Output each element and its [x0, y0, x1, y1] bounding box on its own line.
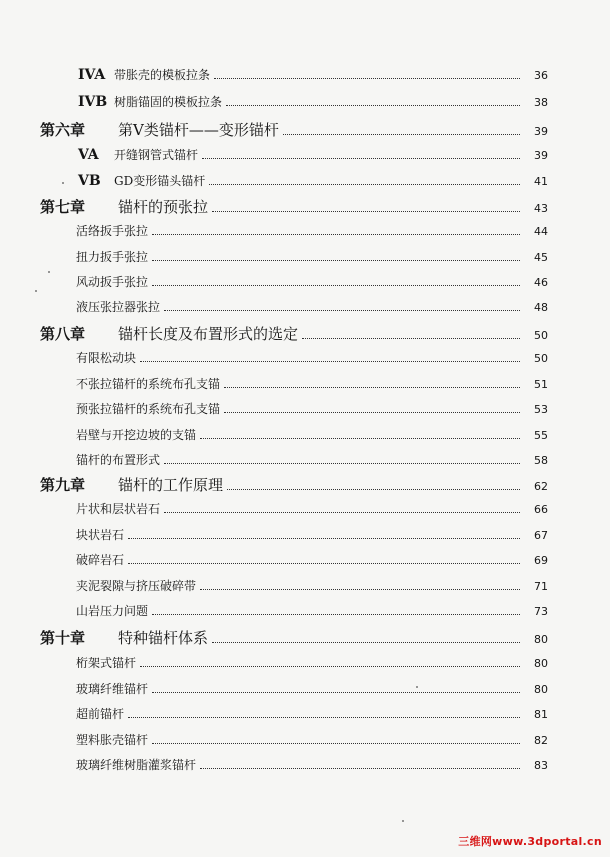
page-number: 80 — [534, 683, 548, 696]
page-number: 45 — [534, 251, 548, 264]
toc-title: 锚杆的布置形式 — [76, 453, 161, 467]
toc-title: 玻璃纤维树脂灌浆锚杆 — [76, 758, 197, 772]
toc-title: 第Ⅴ类锚杆——变形锚杆 — [118, 121, 279, 139]
page-number: 39 — [534, 125, 548, 138]
toc-item-row — [76, 375, 548, 392]
toc-title: 树脂锚固的模板拉条 — [114, 95, 223, 109]
dot-leader — [140, 666, 520, 667]
toc-item-row — [76, 526, 548, 543]
page-number: 55 — [534, 429, 548, 442]
dot-leader — [209, 184, 520, 185]
toc-title: 锚杆的预张拉 — [118, 198, 209, 216]
page-number: 50 — [534, 329, 548, 342]
page-number: 67 — [534, 529, 548, 542]
page-number: 50 — [534, 352, 548, 365]
page-number: 39 — [534, 149, 548, 162]
page-number: 38 — [534, 96, 548, 109]
toc-label: 第八章 — [40, 325, 86, 343]
toc-title: 破碎岩石 — [76, 553, 125, 567]
toc-title: 片状和层状岩石 — [76, 502, 161, 516]
toc-item-row — [76, 298, 548, 315]
toc-chapter-row — [40, 196, 548, 216]
dot-leader — [128, 538, 520, 539]
toc-item-row — [76, 680, 548, 697]
toc-title: 山岩压力问题 — [76, 604, 149, 618]
toc-title: 扭力扳手张拉 — [76, 250, 149, 264]
page-number: 80 — [534, 633, 548, 646]
dot-leader — [140, 361, 520, 362]
toc-item-row — [76, 500, 548, 517]
toc-label: 第七章 — [40, 198, 86, 216]
toc-title: 液压张拉器张拉 — [76, 300, 161, 314]
toc-title: 超前锚杆 — [76, 707, 125, 721]
toc-section-row — [78, 93, 548, 111]
toc-title: 夹泥裂隙与挤压破碎带 — [76, 579, 197, 593]
page-number: 46 — [534, 276, 548, 289]
page-number: 80 — [534, 657, 548, 670]
toc-title: 带胀壳的模板拉条 — [114, 68, 211, 82]
dot-leader — [200, 438, 520, 439]
site-watermark: 三维网www.3dportal.cn — [458, 835, 602, 848]
toc-label: VA — [78, 147, 99, 163]
page-number: 69 — [534, 554, 548, 567]
dot-leader — [224, 412, 520, 413]
toc-item-row — [76, 222, 548, 239]
page-number: 41 — [534, 175, 548, 188]
toc-title: 岩壁与开挖边坡的支锚 — [76, 428, 197, 442]
dot-leader — [283, 134, 520, 135]
toc-item-row — [76, 577, 548, 594]
page-number: 44 — [534, 225, 548, 238]
dot-leader — [200, 768, 520, 769]
toc-chapter-row — [40, 474, 548, 494]
dot-leader — [200, 589, 520, 590]
toc-label: 第六章 — [40, 121, 86, 139]
toc-item-row — [76, 705, 548, 722]
dot-leader — [128, 563, 520, 564]
toc-label: IVB — [78, 94, 108, 110]
toc-title: GD变形锚头锚杆 — [114, 174, 206, 188]
paper-speck — [402, 820, 404, 822]
dot-leader — [152, 285, 520, 286]
dot-leader — [128, 717, 520, 718]
toc-title: 开缝钢管式锚杆 — [114, 148, 199, 162]
dot-leader — [202, 158, 520, 159]
toc-chapter-row — [40, 119, 548, 139]
toc-item-row — [76, 602, 548, 619]
dot-leader — [226, 105, 520, 106]
page-number: 51 — [534, 378, 548, 391]
toc-title: 块状岩石 — [76, 528, 125, 542]
page-number: 36 — [534, 69, 548, 82]
page-number: 53 — [534, 403, 548, 416]
page-number: 58 — [534, 454, 548, 467]
dot-leader — [212, 642, 520, 643]
dot-leader — [214, 78, 520, 79]
dot-leader — [224, 387, 520, 388]
dot-leader — [152, 743, 520, 744]
dot-leader — [302, 338, 520, 339]
toc-label: IVA — [78, 67, 106, 83]
dot-leader — [152, 692, 520, 693]
toc-item-row — [76, 248, 548, 265]
page-number: 43 — [534, 202, 548, 215]
dot-leader — [164, 463, 520, 464]
toc-item-row — [76, 273, 548, 290]
toc-title: 不张拉锚杆的系统布孔支锚 — [76, 377, 221, 391]
paper-speck — [416, 686, 418, 688]
toc-title: 风动扳手张拉 — [76, 275, 149, 289]
toc-title: 活络扳手张拉 — [76, 224, 149, 238]
toc-item-row — [76, 731, 548, 748]
dot-leader — [164, 512, 520, 513]
toc-section-row — [78, 146, 548, 164]
toc-item-row — [76, 451, 548, 468]
toc-item-row — [76, 756, 548, 773]
toc-item-row — [76, 551, 548, 568]
toc-label: VB — [78, 173, 101, 189]
dot-leader — [164, 310, 520, 311]
paper-speck — [35, 290, 37, 292]
toc-title: 特种锚杆体系 — [118, 629, 209, 647]
dot-leader — [212, 211, 520, 212]
dot-leader — [227, 489, 520, 490]
toc-item-row — [76, 654, 548, 671]
dot-leader — [152, 234, 520, 235]
toc-section-row — [78, 172, 548, 190]
toc-title: 锚杆长度及布置形式的选定 — [118, 325, 299, 343]
page-number: 81 — [534, 708, 548, 721]
toc-title: 玻璃纤维锚杆 — [76, 682, 149, 696]
toc-item-row — [76, 400, 548, 417]
toc-item-row — [76, 349, 548, 366]
toc-chapter-row — [40, 323, 548, 343]
toc-label: 第十章 — [40, 629, 86, 647]
toc-item-row — [76, 426, 548, 443]
page-number: 73 — [534, 605, 548, 618]
dot-leader — [152, 614, 520, 615]
dot-leader — [152, 260, 520, 261]
toc-chapter-row — [40, 627, 548, 647]
toc-title: 有限松动块 — [76, 351, 137, 365]
page-number: 66 — [534, 503, 548, 516]
paper-speck — [48, 271, 50, 273]
toc-section-row — [78, 66, 548, 84]
toc-title: 锚杆的工作原理 — [118, 476, 224, 494]
page-number: 82 — [534, 734, 548, 747]
toc-title: 预张拉锚杆的系统布孔支锚 — [76, 402, 221, 416]
page-number: 71 — [534, 580, 548, 593]
paper-speck — [62, 182, 64, 184]
toc-title: 桁架式锚杆 — [76, 656, 137, 670]
page-number: 48 — [534, 301, 548, 314]
toc-label: 第九章 — [40, 476, 86, 494]
page-number: 62 — [534, 480, 548, 493]
page-number: 83 — [534, 759, 548, 772]
toc-title: 塑料胀壳锚杆 — [76, 733, 149, 747]
